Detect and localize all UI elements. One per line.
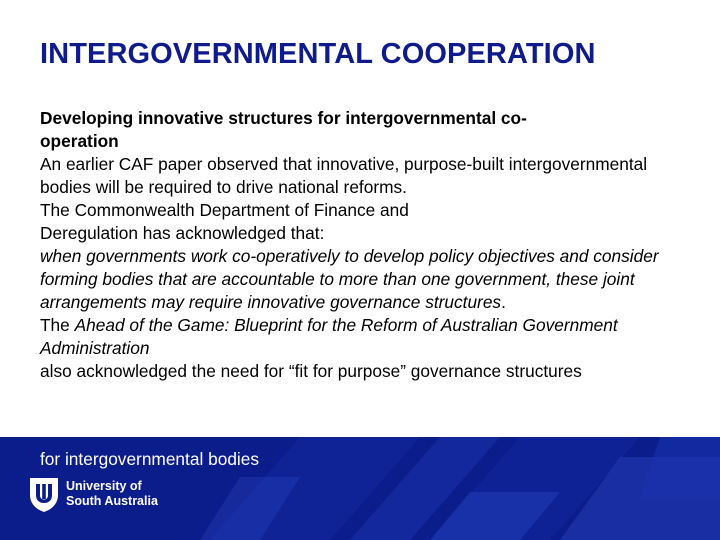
body-quote xyxy=(40,245,690,314)
body-paragraph-caf: An earlier CAF paper observed that innovative, purpose-built intergovernmental bodies will be required to drive national reforms. xyxy=(40,154,648,197)
logo-line1: University of xyxy=(66,479,142,493)
body-heading-line2: operation xyxy=(40,131,119,151)
body-paragraph-blueprint xyxy=(40,314,690,360)
body-heading-line1: Developing innovative structures for intergovernmental co- xyxy=(40,108,527,128)
quote-text: when governments work co-operatively to develop policy objectives and consider forming bodies that are accountable to more than one government, these joint arrangements may require innovative governance structures xyxy=(40,246,659,312)
university-crest-icon xyxy=(28,475,60,513)
slide-title: INTERGOVERNMENTAL COOPERATION xyxy=(40,38,596,70)
quote-end: . xyxy=(501,292,506,312)
university-wordmark xyxy=(66,479,158,509)
slide-body xyxy=(40,107,690,383)
blueprint-title: Ahead of the Game: Blueprint for the Reform of Australian Government Administration xyxy=(40,315,618,358)
body-heading xyxy=(40,107,690,153)
body-paragraph-finance xyxy=(40,199,690,245)
body-paragraph-acknowledged: also acknowledged the need for “fit for purpose” governance structures xyxy=(40,361,582,381)
blueprint-prefix: The xyxy=(40,315,75,335)
finance-line1: The Commonwealth Department of Finance and xyxy=(40,200,409,220)
logo-line2: South Australia xyxy=(66,494,158,508)
body-paragraph-bodies: for intergovernmental bodies xyxy=(40,449,260,469)
university-logo xyxy=(28,474,158,514)
finance-line2: Deregulation has acknowledged that: xyxy=(40,223,325,243)
